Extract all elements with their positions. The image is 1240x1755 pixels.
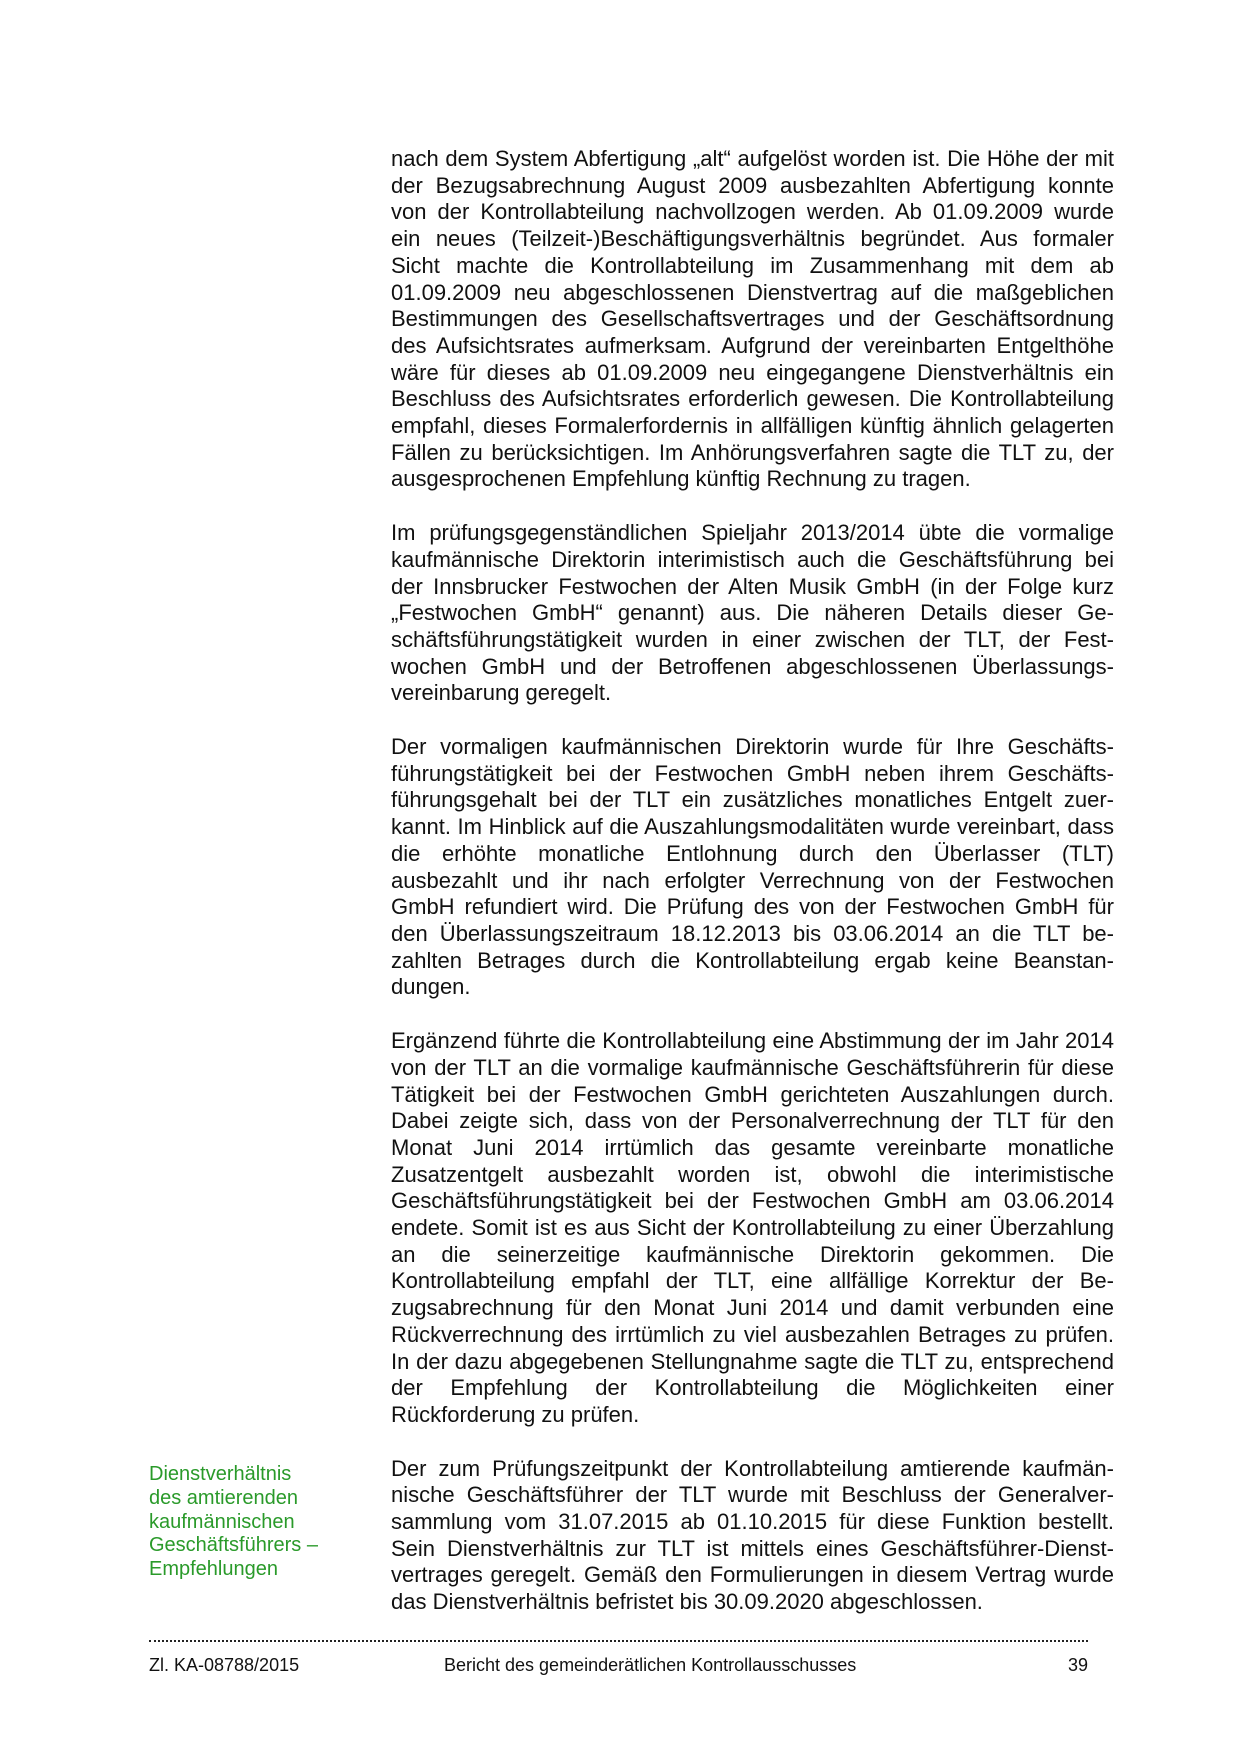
margin-note-line: Geschäftsführers – bbox=[149, 1534, 318, 1557]
footer-page-number: 39 bbox=[1067, 1655, 1088, 1675]
paragraph-festwochen-geschaeftsfuehrung: Im prüfungsgegenständlichen Spieljahr 2013/2014 übte die vormalige kaufmännische Direktorin interimistisch auch die Geschäftsführung bei der Innsbrucker Festwochen der Alten Musik GmbH (in der Folge kurz „Festwochen GmbH“ genannt) aus. Die näheren Details dieser Geschäftsführungstätigkeit wurden in einer zwischen der TLT, der Festwochen GmbH und der Betroffenen abgeschlossenen Überlassungsvereinbarung geregelt. bbox=[391, 520, 1114, 706]
main-text-column bbox=[391, 146, 1114, 1616]
paragraph-abfertigung: nach dem System Abfertigung „alt“ aufgelöst worden ist. Die Höhe der mit der Bezugsabrechnung August 2009 ausbezahlten Abfertigung konnte von der Kontrollabteilung nachvollzogen werden. Ab 01.09.2009 wurde ein neues (Teilzeit-)Beschäftigungsverhältnis begründet. Aus formaler Sicht machte die Kontrollabteilung im Zusammenhang mit dem ab 01.09.2009 neu abgeschlossenen Dienstvertrag auf die maßgeblichen Bestimmungen des Gesellschaftsvertrages und der Geschäftsordnung des Aufsichtsrates aufmerksam. Aufgrund der vereinbarten Entgelthöhe wäre für dieses ab 01.09.2009 neu eingegangene Dienstverhältnis ein Beschluss des Aufsichtsrates erforderlich gewesen. Die Kontrollabteilung empfahl, dieses Formalerfordernis in allfälligen künftig ähnlich gelagerten Fällen zu berücksichtigen. Im Anhörungsverfahren sagte die TLT zu, der ausgesprochenen Empfehlung künftig Rechnung zu tragen. bbox=[391, 146, 1114, 492]
footer-report-title: Bericht des gemeinderätlichen Kontrollausschusses bbox=[444, 1655, 857, 1675]
paragraph-amtierender-geschaeftsfuehrer: Der zum Prüfungszeitpunkt der Kontrollabteilung amtierende kaufmännische Geschäftsführer der TLT wurde mit Beschluss der Generalversammlung vom 31.07.2015 ab 01.10.2015 für diese Funktion bestellt. Sein Dienstverhältnis zur TLT ist mittels eines Geschäftsführer-Dienstvertrages geregelt. Gemäß den Formulierungen in diesem Vertrag wurde das Dienstverhältnis befristet bis 30.09.2020 abgeschlossen. bbox=[391, 1455, 1114, 1615]
margin-note-line: Empfehlungen bbox=[149, 1558, 278, 1581]
margin-note-line: des amtierenden bbox=[149, 1486, 298, 1509]
footer-divider bbox=[149, 1640, 1088, 1642]
margin-note-line: kaufmännischen bbox=[149, 1510, 295, 1533]
paragraph-ueberzahlung: Ergänzend führte die Kontrollabteilung eine Abstimmung der im Jahr 2014 von der TLT an die vormalige kaufmännische Geschäftsführerin für diese Tätigkeit bei der Festwochen GmbH gerichteten Auszahlungen durch. Dabei zeigte sich, dass von der Personalverrechnung der TLT für den Monat Juni 2014 irrtümlich das gesamte vereinbarte monatliche Zusatzentgelt ausbezahlt worden ist, obwohl die interimistische Geschäftsführungstätigkeit bei der Festwochen GmbH am 03.06.2014 endete. Somit ist es aus Sicht der Kontrollabteilung zu einer Überzahlung an die seinerzeitige kaufmännische Direktorin gekommen. Die Kontrollabteilung empfahl der TLT, eine allfällige Korrektur der Bezugsabrechnung für den Monat Juni 2014 und damit verbunden eine Rückverrechnung des irrtümlich zu viel ausbezahlen Betrages zu prüfen. In der dazu abgegebenen Stellungnahme sagte die TLT zu, entsprechend der Empfehlung der Kontrollabteilung die Möglichkeiten einer Rückforderung zu prüfen. bbox=[391, 1028, 1114, 1427]
page-footer bbox=[149, 1654, 1088, 1678]
margin-note bbox=[149, 1463, 349, 1582]
footer-reference: Zl. KA-08788/2015 bbox=[149, 1655, 300, 1675]
paragraph-zusatzentgelt: Der vormaligen kaufmännischen Direktorin wurde für Ihre Geschäftsführungstätigkeit bei der Festwochen GmbH neben ihrem Geschäftsführungsgehalt bei der TLT ein zusätzliches monatliches Entgelt zuerkannt. Im Hinblick auf die Auszahlungsmodalitäten wurde vereinbart, dass die erhöhte monatliche Entlohnung durch den Überlasser (TLT) ausbezahlt und ihr nach erfolgter Verrechnung von der Festwochen GmbH refundiert wird. Die Prüfung des von der Festwochen GmbH für den Überlassungszeitraum 18.12.2013 bis 03.06.2014 an die TLT bezahlten Betrages durch die Kontrollabteilung ergab keine Beanstandungen. bbox=[391, 734, 1114, 1000]
margin-note-line: Dienstverhältnis bbox=[149, 1463, 292, 1485]
